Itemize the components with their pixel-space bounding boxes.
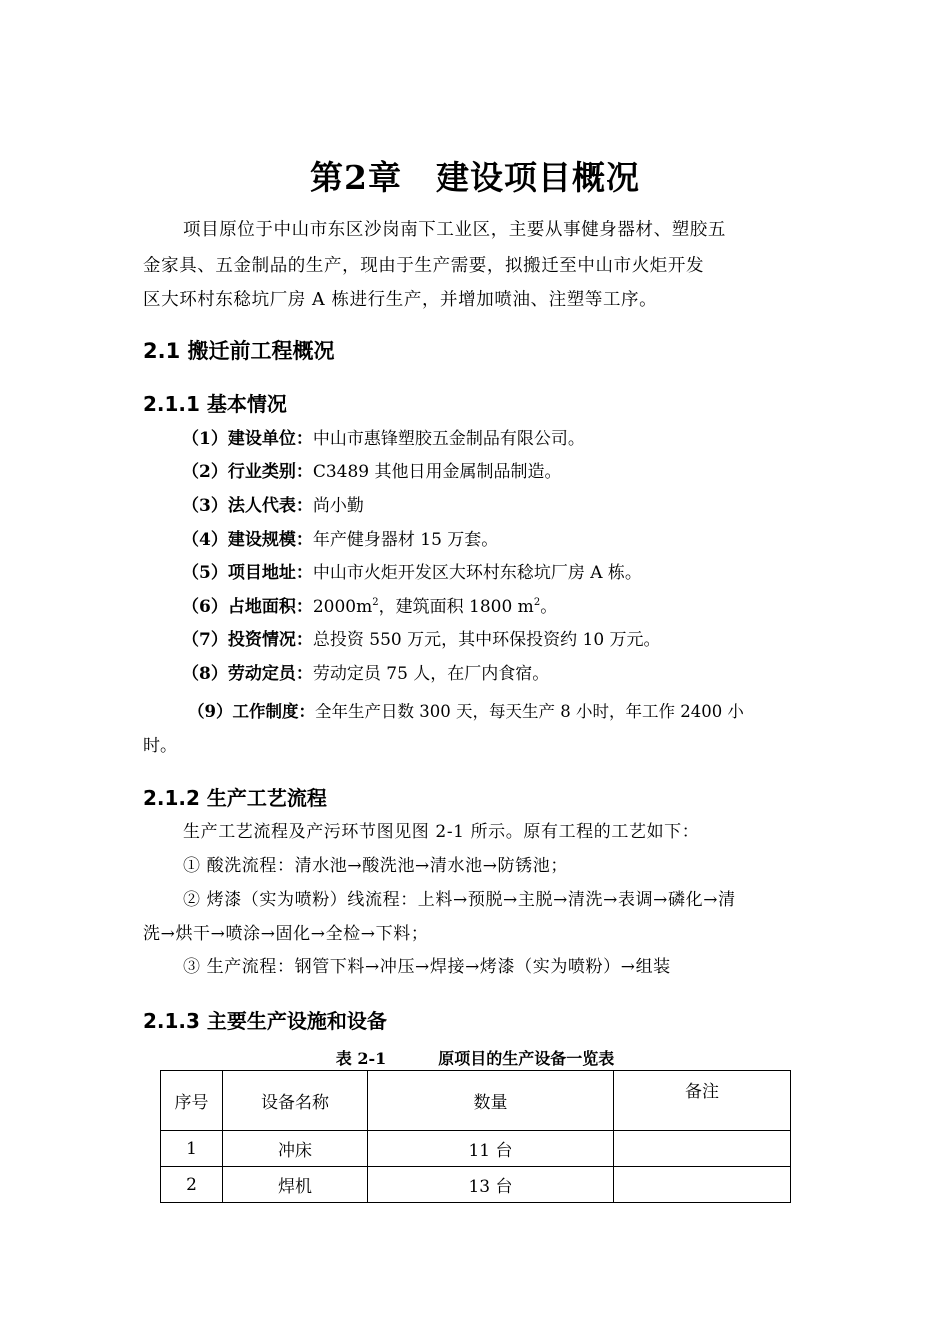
section-heading-2-1-2: 2.1.2 生产工艺流程 bbox=[143, 786, 327, 810]
section-heading-2-1-3: 2.1.3 主要生产设施和设备 bbox=[143, 1009, 387, 1033]
basic-item-1 bbox=[182, 427, 585, 451]
item-label: （8）劳动定员： bbox=[182, 664, 313, 684]
header-cell: 序号 bbox=[161, 1071, 223, 1131]
item-label: （2）行业类别： bbox=[182, 462, 313, 482]
table-number: 表 2-1 bbox=[335, 1049, 387, 1068]
item-value: 劳动定员 75 人，在厂内食宿。 bbox=[312, 664, 550, 684]
item-label: （5）项目地址： bbox=[182, 563, 313, 583]
table-cell: 1 bbox=[161, 1131, 223, 1167]
item-value: 总投资 550 万元，其中环保投资约 10 万元。 bbox=[312, 630, 661, 650]
basic-item-3 bbox=[182, 494, 364, 518]
table-cell bbox=[614, 1131, 791, 1167]
intro-line-3: 区大环村东稔坑厂房 A 栋进行生产，并增加喷油、注塑等工序。 bbox=[143, 290, 658, 310]
table-cell: 2 bbox=[161, 1167, 223, 1203]
process-line-1: 生产工艺流程及产污环节图见图 2-1 所示。原有工程的工艺如下： bbox=[183, 822, 700, 842]
basic-item-9-continued: 时。 bbox=[143, 736, 177, 756]
item-value: 中山市火炬开发区大环村东稔坑厂房 A 栋。 bbox=[312, 563, 642, 583]
superscript: 2 bbox=[372, 597, 379, 608]
item-value: ，建筑面积 1800 m bbox=[378, 597, 534, 617]
equipment-table bbox=[160, 1070, 791, 1203]
header-cell: 设备名称 bbox=[223, 1071, 368, 1131]
item-label: （7）投资情况： bbox=[182, 630, 313, 650]
table-row bbox=[161, 1131, 791, 1167]
table-cell: 13 台 bbox=[368, 1167, 614, 1203]
basic-item-6 bbox=[182, 595, 557, 619]
table-caption bbox=[0, 1046, 950, 1069]
process-line-5: ③ 生产流程：钢管下料→冲压→焊接→烤漆（实为喷粉）→组装 bbox=[183, 957, 671, 977]
basic-item-4 bbox=[182, 528, 498, 552]
item-label: （4）建设规模： bbox=[182, 530, 313, 550]
item-value: 尚小勤 bbox=[312, 496, 364, 516]
table-cell: 11 台 bbox=[368, 1131, 614, 1167]
table-title: 原项目的生产设备一览表 bbox=[438, 1049, 615, 1068]
process-line-3: ② 烤漆（实为喷粉）线流程：上料→预脱→主脱→清洗→表调→磷化→清 bbox=[183, 890, 736, 910]
section-heading-2-1-1: 2.1.1 基本情况 bbox=[143, 392, 287, 416]
section-heading-2-1: 2.1 搬迁前工程概况 bbox=[143, 339, 335, 363]
item-value: 全年生产日数 300 天，每天生产 8 小时，年工作 2400 小 bbox=[314, 702, 744, 721]
basic-item-8 bbox=[182, 662, 549, 686]
basic-item-2 bbox=[182, 460, 562, 484]
chapter-title: 第2章 建设项目概况 bbox=[310, 158, 640, 197]
item-label: （3）法人代表： bbox=[182, 496, 313, 516]
table-cell: 焊机 bbox=[223, 1167, 368, 1203]
intro-line-2: 金家具、五金制品的生产，现由于生产需要，拟搬迁至中山市火炬开发 bbox=[143, 256, 705, 276]
basic-item-5 bbox=[182, 561, 642, 585]
table-cell: 冲床 bbox=[223, 1131, 368, 1167]
superscript: 2 bbox=[533, 597, 541, 608]
process-line-4: 洗→烘干→喷涂→固化→全检→下料； bbox=[143, 924, 429, 944]
item-value: 2000m bbox=[312, 597, 373, 617]
item-value: 年产健身器材 15 万套。 bbox=[312, 530, 499, 550]
item-label: （1）建设单位： bbox=[182, 429, 313, 449]
table-row bbox=[161, 1167, 791, 1203]
process-line-2: ① 酸洗流程：清水池→酸洗池→清水池→防锈池； bbox=[183, 856, 568, 876]
item-value: 。 bbox=[540, 597, 558, 617]
item-value: C3489 其他日用金属制品制造。 bbox=[312, 462, 562, 482]
item-label: （6）占地面积： bbox=[182, 597, 313, 617]
item-value: 中山市惠锋塑胶五金制品有限公司。 bbox=[312, 429, 585, 449]
table-cell bbox=[614, 1167, 791, 1203]
header-cell: 数量 bbox=[368, 1071, 614, 1131]
basic-item-7 bbox=[182, 628, 661, 652]
item-label: （9）工作制度： bbox=[188, 702, 315, 721]
intro-line-1: 项目原位于中山市东区沙岗南下工业区，主要从事健身器材、塑胶五 bbox=[183, 220, 726, 240]
table-header-row bbox=[161, 1071, 791, 1131]
basic-item-9 bbox=[188, 700, 744, 724]
header-cell: 备注 bbox=[614, 1071, 791, 1131]
